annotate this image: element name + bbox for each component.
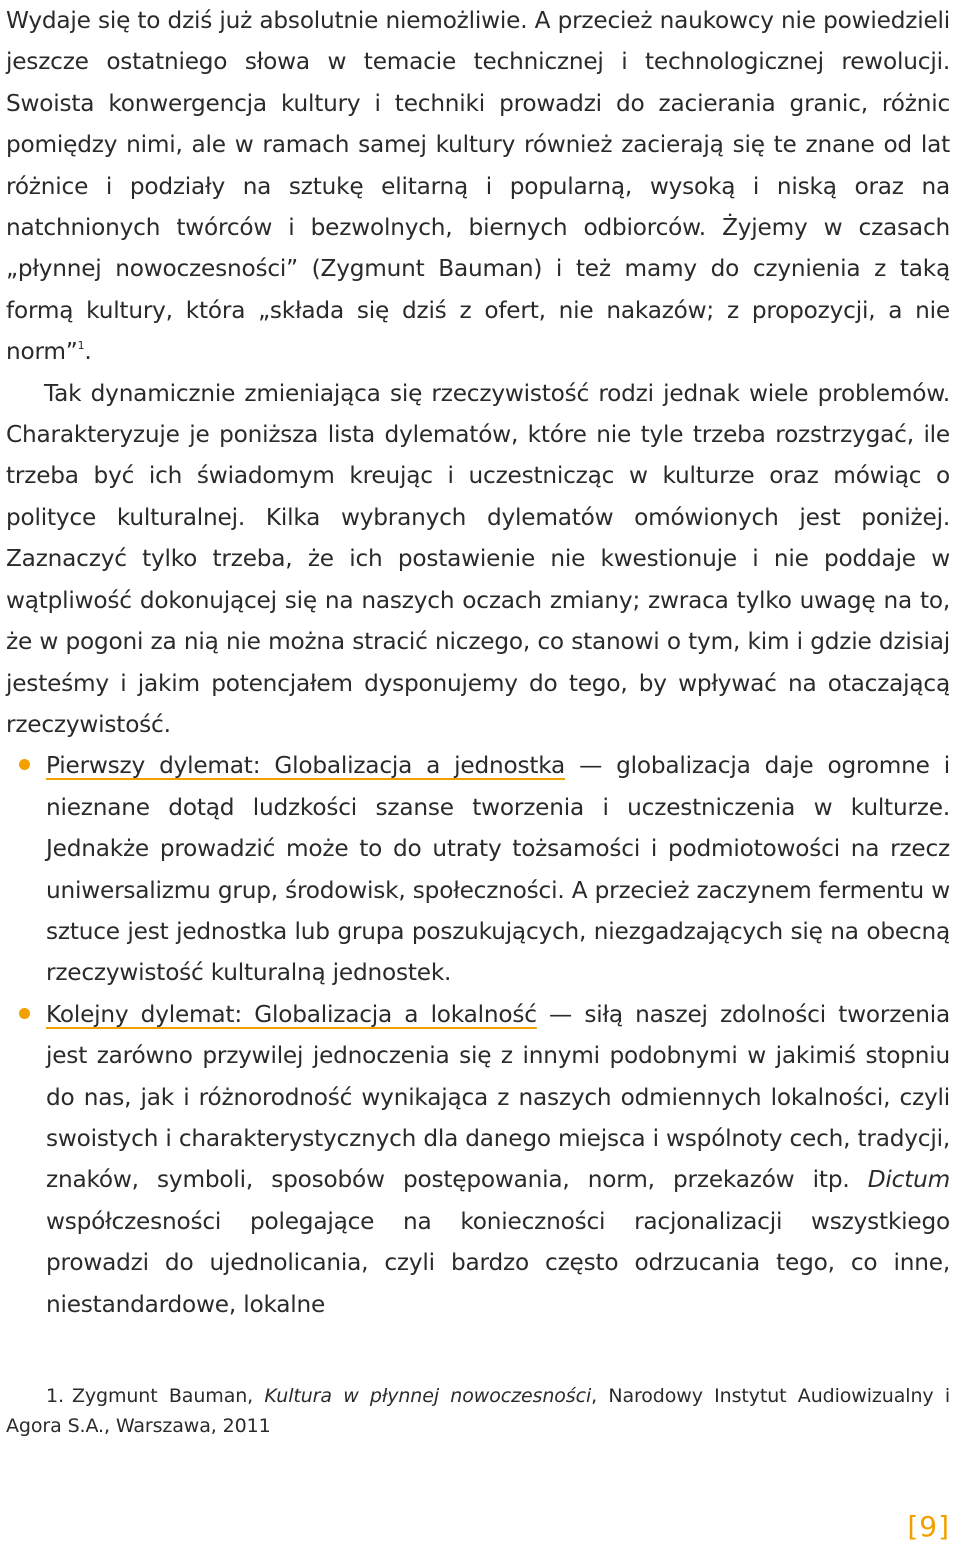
footnote-number: 1. xyxy=(46,1385,64,1407)
dilemma-list xyxy=(6,745,950,1325)
footnote-reference[interactable]: 1 xyxy=(77,339,85,353)
footnote-author: Zygmunt Bauman, xyxy=(71,1385,265,1407)
paragraph-problems: Tak dynamicznie zmieniająca się rzeczywistość rodzi jednak wiele problemów. Charakteryzuje je poniższa lista dylematów, które nie tyle trzeba rozstrzygać, ile trzeba być ich świadomym kreując i uczestnicząc w kulturze oraz mówiąc o polityce kulturalnej. Kilka wybranych dylematów omówionych jest poniżej. Zaznaczyć tylko trzeba, że ich postawienie nie kwestionuje i nie poddaje w wątpliwość dokonującej się na naszych oczach zmiany; zwraca tylko uwagę na to, że w pogoni za nią nie można stracić niczego, co stanowi o tym, kim i gdzie dzisiaj jesteśmy i jakim potencjałem dysponujemy do tego, by wpływać na otaczającą rzeczywistość. xyxy=(6,379,950,738)
paragraph-intro xyxy=(6,0,950,373)
list-item xyxy=(6,745,950,993)
footnote xyxy=(6,1381,950,1441)
page-number: [9] xyxy=(907,1510,950,1543)
footnote-publication: , Narodowy Instytut Audiowizualny i Agora S.A., Warszawa, 2011 xyxy=(6,1385,951,1437)
page-body xyxy=(6,0,950,1325)
list-item xyxy=(6,994,950,1325)
paragraph-intro-text: Wydaje się to dziś już absolutnie niemożliwie. A przecież naukowcy nie powiedzieli jeszcze ostatniego słowa w temacie technicznej i technologicznej rewolucji. Swoista konwergencja kultury i techniki prowadzi do zacierania granic, różnic pomiędzy nimi, ale w ramach samej kultury również zacierają się te znane od lat różnice i podziały na sztukę elitarną i popularną, wysoką i niską oraz na natchnionych twórców i bezwolnych, biernych odbiorców. Żyjemy w czasach „płynnej nowoczesności” (Zygmunt Bauman) i też mamy do czynienia z taką formą kultury, która „składa się dziś z ofert, nie nakazów; z propozycji, a nie norm” xyxy=(6,7,950,366)
bullet-icon xyxy=(19,1008,30,1019)
paragraph-intro-end: . xyxy=(84,338,92,366)
dilemma-text: — siłą naszej zdolności tworzenia jest zarówno przywilej jednoczenia się z innymi podobnymi w jakimiś stopniu do nas, jak i różnorodność wynikająca z naszych odmiennych lokalności, czyli swoistych i charakterystycznych dla danego miejsca i wspólnoty cech, tradycji, znaków, symboli, sposobów postępowania, norm, przekazów itp. xyxy=(46,1000,950,1194)
dilemma-title: Kolejny dylemat: Globalizacja a lokalność xyxy=(46,1000,537,1028)
footnote-book-title: Kultura w płynnej nowoczesności xyxy=(264,1385,592,1407)
bullet-icon xyxy=(19,759,30,770)
dilemma-text-continued: współczesności polegające na konieczności racjonalizacji wszystkiego prowadzi do ujednolicania, czyli bardzo często odrzucania tego, co inne, niestandardowe, lokalne xyxy=(46,1207,950,1318)
dilemma-italic-term: Dictum xyxy=(867,1166,950,1194)
dilemma-text: — globalizacja daje ogromne i nieznane dotąd ludzkości szanse tworzenia i uczestniczenia w kulturze. Jednakże prowadzić może to do utraty tożsamości i podmiotowości na rzecz uniwersalizmu grup, środowisk, społeczności. A przecież zaczynem fermentu w sztuce jest jednostka lub grupa poszukujących, niezgadzających się na obecną rzeczywistość kulturalną jednostek. xyxy=(46,752,950,987)
dilemma-title: Pierwszy dylemat: Globalizacja a jednostka xyxy=(46,752,566,780)
